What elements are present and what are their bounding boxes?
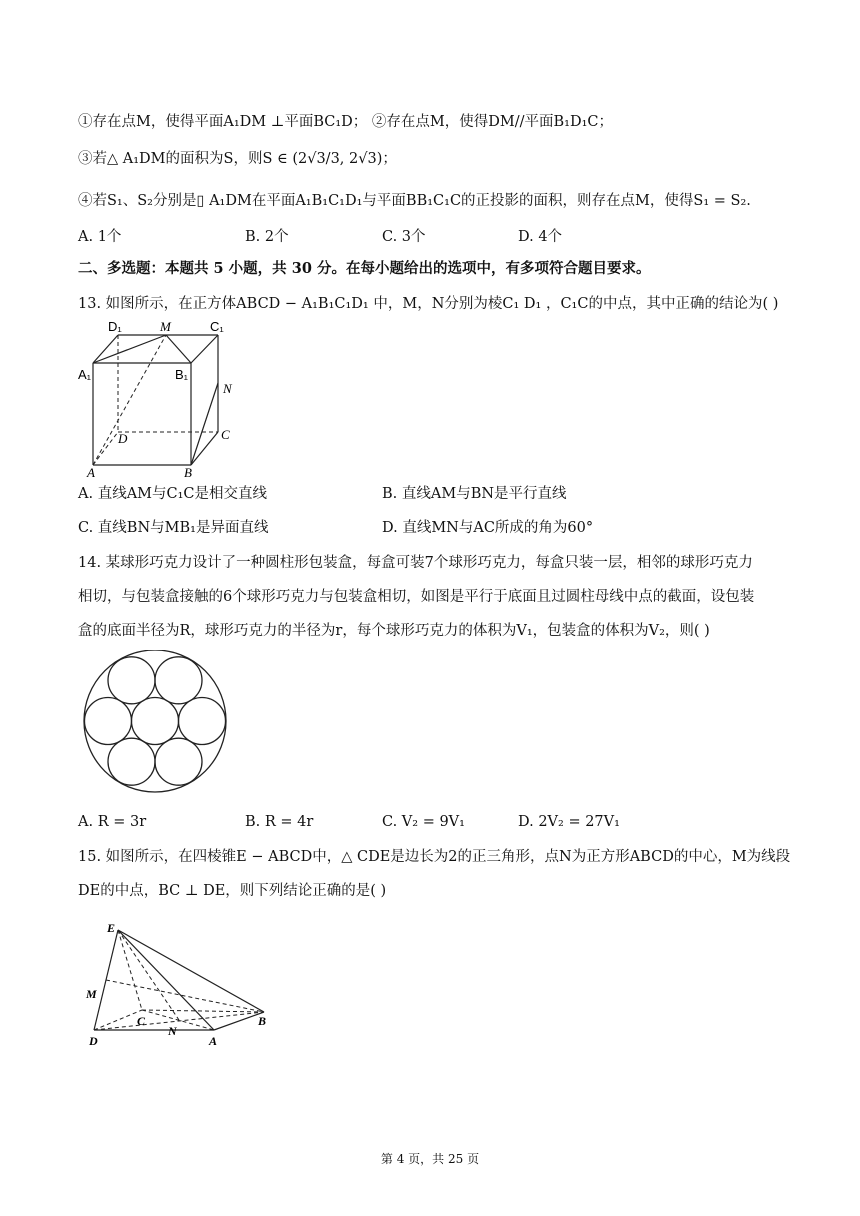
label-a: A [87,465,95,480]
q13-option-b: B. 直线AM与BN是平行直线 [382,486,567,502]
q14-option-c: C. V₂ = 9V₁ [382,814,465,830]
q15-line-1: 15. 如图所示，在四棱锥E − ABCD中，△ CDE是边长为2的正三角形，点N为正方形ABCD的中心，M为线段 [78,849,791,865]
q14-option-a: A. R = 3r [78,814,147,830]
q13-option-d: D. 直线MN与AC所成的角为60° [382,520,594,536]
q14-option-d: D. 2V₂ = 27V₁ [518,814,620,830]
section-heading: 二、多选题：本题共 5 小题，共 30 分。在每小题给出的选项中，有多项符合题目要求。 [78,260,651,277]
label-c1: C₁ [210,319,224,334]
label-d1: D₁ [108,319,122,334]
label-e: E [107,921,116,935]
label-d: D [118,431,128,446]
label-a1: A₁ [78,367,92,382]
q12-option-a: A. 1个 [78,229,122,245]
q12-statement-4: ④若S₁、S₂分别是▯ A₁DM在平面A₁B₁C₁D₁与平面BB₁C₁C的正投影的面积，则存在点M，使得S₁ = S₂. [78,193,751,209]
label-n: N [223,381,232,396]
q14-line-1: 14. 某球形巧克力设计了一种圆柱形包装盒，每盒可装7个球形巧克力，每盒只装一层，相邻的球形巧克力 [78,555,753,571]
q15-line-2: DE的中点，BC ⊥ DE，则下列结论正确的是( ) [78,883,387,899]
label-n: N [168,1024,177,1038]
label-m: M [160,319,171,334]
label-d: D [89,1034,98,1048]
circles-figure [78,650,238,800]
page-number: 第 4 页，共 25 页 [380,1152,480,1166]
label-c: C [137,1014,146,1028]
q13-option-c: C. 直线BN与MB₁是异面直线 [78,520,269,536]
cube-figure [78,315,243,480]
label-b: B [184,465,192,480]
label-b: B [258,1014,267,1028]
label-c: C [221,427,230,442]
q12-option-b: B. 2个 [245,229,289,245]
label-a: A [209,1034,218,1048]
q14-line-3: 盒的底面半径为R，球形巧克力的半径为r，每个球形巧克力的体积为V₁，包装盒的体积为V₂，则( ) [78,623,710,639]
q14-line-2: 相切，与包装盒接触的6个球形巧克力与包装盒相切，如图是平行于底面且过圆柱母线中点的截面，设包装 [78,589,755,605]
q12-statement-1-2: ①存在点M，使得平面A₁DM ⊥平面BC₁D； ②存在点M，使得DM//平面B₁D₁C； [78,114,614,130]
q12-option-c: C. 3个 [382,229,426,245]
q13-option-a: A. 直线AM与C₁C是相交直线 [78,486,268,502]
q12-option-d: D. 4个 [518,229,563,245]
pyramid-figure [82,918,282,1068]
label-m: M [86,987,97,1001]
q12-statement-3: ③若△ A₁DM的面积为S，则S ∈ (2√3/3, 2√3)； [78,151,397,167]
q13-stem: 13. 如图所示，在正方体ABCD − A₁B₁C₁D₁ 中，M，N分别为棱C₁ D₁ ，C₁C的中点，其中正确的结论为( ) [78,296,779,312]
q14-option-b: B. R = 4r [245,814,314,830]
label-b1: B₁ [175,367,189,382]
